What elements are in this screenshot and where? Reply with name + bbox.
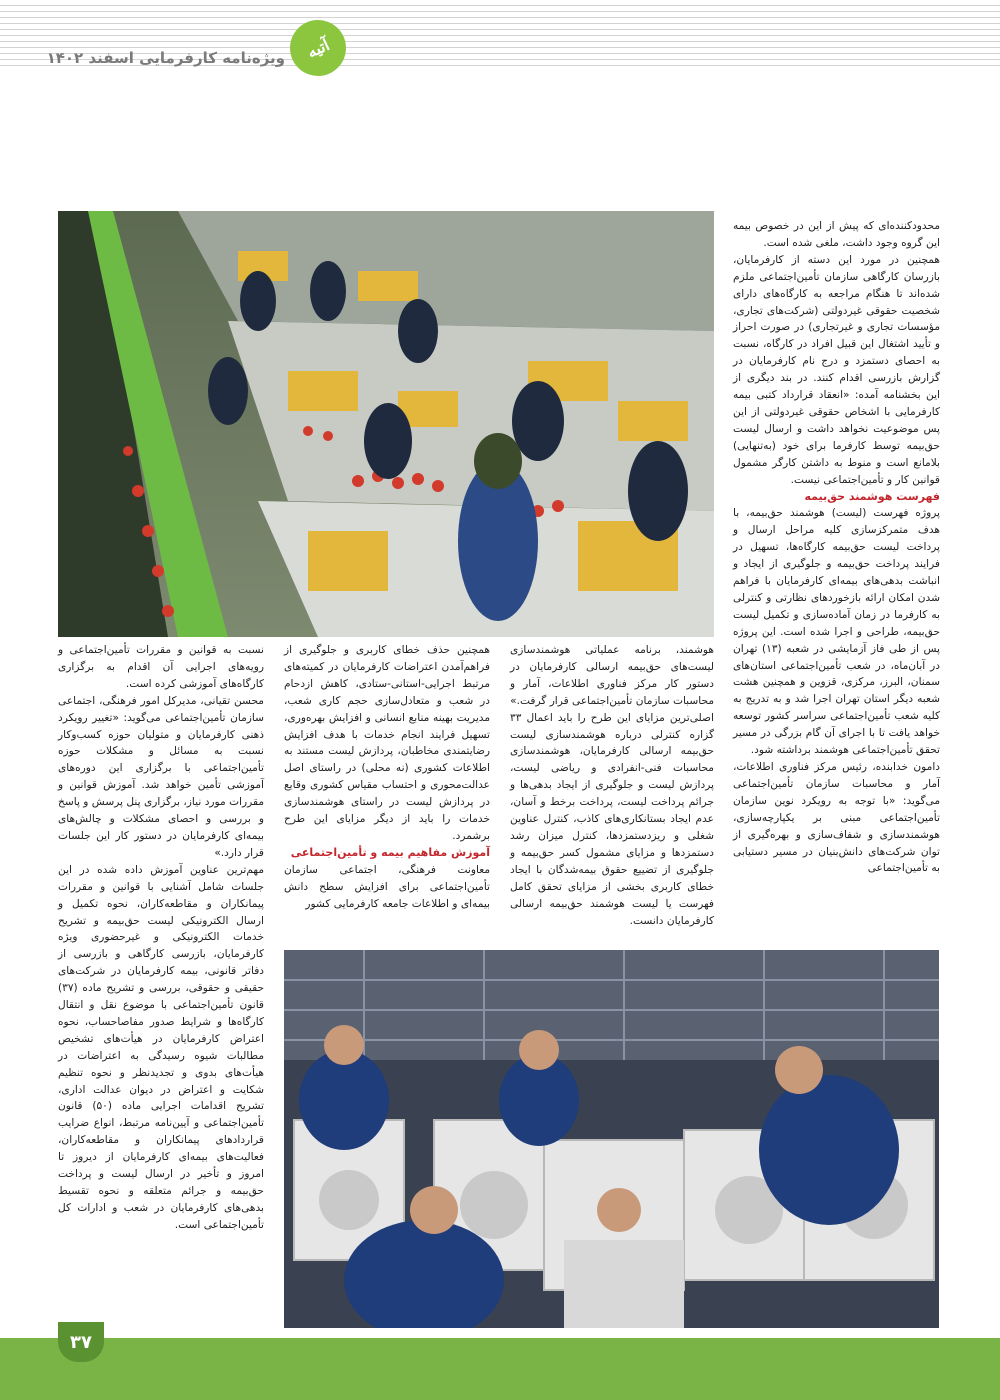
page-number: ۳۷ — [58, 1322, 104, 1362]
col4-paragraph: محسن تقیانی، مدیرکل امور فرهنگی، اجتماعی سازمان تأمین‌اجتماعی می‌گوید: «تغییر رویکرد ذهنی کارفرمایان و متولیان حوزه کسب‌وکار نسبت به مسائل و مشکلات حوزه تأمین‌اجتماعی با برگزاری این دوره‌های آموزشی تأمین خواهد شد. آموزش قوانین و مقررات مورد نیاز، برگزاری پنل پرسش و پاسخ و بررسی و احصای مشکلات و چالش‌های بیمه‌ای کارفرمایان در دستور کار این جلسات قرار دارد.» — [58, 694, 264, 859]
section-heading-smart-list: فهرست هوشمند حق‌بیمه — [804, 489, 940, 503]
magazine-issue-title: ویژه‌نامه کارفرمایی اسفند ۱۴۰۲ — [46, 49, 285, 67]
col3-paragraph: معاونت فرهنگی، اجتماعی سازمان تأمین‌اجتماعی برای افزایش سطح دانش بیمه‌ای و اطلاعات جامعه کارفرمایی کشور — [284, 863, 490, 910]
washing-machine-assembly-photo — [284, 950, 939, 1328]
magazine-logo: آتیه — [281, 11, 355, 85]
col2-paragraph: هوشمند، برنامه عملیاتی هوشمندسازی لیست‌های حق‌بیمه ارسالی کارفرمایان در دستور کار مرکز فناوری اطلاعات، آمار و محاسبات سازمان تأمین‌اجتماعی قرار گرفت.» — [510, 644, 714, 707]
article-column-3 — [284, 642, 490, 913]
article-column-1 — [733, 218, 940, 877]
col4-paragraph: مهم‌ترین عناوین آموزش داده شده در این جلسات شامل آشنایی با قوانین و مقررات پیمانکاران و مقاطعه‌کاران، نحوه تکمیل و ارسال الکترونیکی لیست حق‌بیمه و تشریح خدمات الکترونیکی و غیرحضوری ویژه کارفرمایان، بازرسی کارگاهی و بازرسی از دفاتر قانونی، بیمه کارفرمایان در شرکت‌های حقیقی و حقوقی، بررسی و تشریح ماده (۳۷) قانون تأمین‌اجتماعی با موضوع نقل و انتقال کارگاه‌ها و شرایط صدور مفاصاحساب، نحوه اعتراض کارفرمایان در هیأت‌های تشخیص مطالبات شیوه رسیدگی به اعتراضات در هیأت‌های بدوی و تجدیدنظر و نحوه تنظیم شکایت و اعتراض در دیوان عدالت اداری، تشریح اقدامات اجرایی ماده (۵۰) قانون تأمین‌اجتماعی و آیین‌نامه مرتبط، انواع ضرایب قراردادهای پیمانکاران و مقاطعه‌کاران، فعالیت‌های بیمه‌ای کارفرمایان از دیروز تا امروز و تأخیر در ارسال لیست و پرداخت حق‌بیمه و جرائم متعلقه و نحوه تقسیط بدهی‌های کارفرمایان در شعب و ادارات کل تأمین‌اجتماعی است. — [58, 863, 264, 1231]
footer-bar — [0, 1338, 1000, 1400]
pomegranate-sorting-factory-photo — [58, 211, 714, 637]
article-column-4 — [58, 642, 264, 1234]
col1-paragraph: پروژه فهرست (لیست) هوشمند حق‌بیمه، با هدف متمرکزسازی کلیه مراحل ارسال و پرداخت لیست حق‌بیمه کارگاه‌ها، تسهیل در فرایند پرداخت حق‌بیمه و جلوگیری از ایجاد و انباشت بدهی‌های بیمه‌ای کارفرمایان با فراهم شدن امکان ارائه بازخوردهای نظارتی و کنترلی به کارفرما در زمان آماده‌سازی و تکمیل لیست حق‌بیمه، طراحی و اجرا شده است. این پروژه پس از طی فاز آزمایشی در شعبه (۱۳) تهران در آبان‌ماه، در شعب تأمین‌اجتماعی استان‌های سمنان، البرز، مرکزی، قزوین و همچنین هشت شعبه دیگر استان تهران اجرا شد و به تدریج به کلیه شعب تأمین‌اجتماعی سراسر کشور توسعه خواهد یافت تا با اجرای آن گام بزرگی در مسیر تحقق تأمین‌اجتماعی هوشمند برداشته شود. — [733, 507, 940, 757]
col4-paragraph: نسبت به قوانین و مقررات تأمین‌اجتماعی و رویه‌های اجرایی آن اقدام به برگزاری کارگاه‌های آموزشی کرده است. — [58, 644, 264, 690]
section-heading-insurance-training: آموزش مفاهیم بیمه و تأمین‌اجتماعی — [290, 845, 490, 859]
article-column-2 — [510, 642, 714, 929]
col1-paragraph: همچنین در مورد این دسته از کارفرمایان، بازرسان کارگاهی سازمان تأمین‌اجتماعی ملزم شده‌اند تا هنگام مراجعه به کارگاه‌های دارای شخصیت حقوقی غیردولتی (شرکت‌های تجاری، مؤسسات تجاری و غیرتجاری) در صورت احراز و تأیید اشتغال این قبیل افراد در کارگاه، نسبت به احصای دستمزد و درج نام کارفرمایان در گزارش بازرسی اقدام کنند. در بند دیگری از این بخشنامه آمده: «انعقاد قرارداد کتبی بیمه کارفرمایی با اشخاص حقوقی غیردولتی از این پس موضوعیت نخواهد داشت و ارسال لیست حق‌بیمه توسط کارفرما برای خود (به‌تنهایی) بلامانع است و منوط به داشتن کارگر مشمول قوانین کار و تأمین‌اجتماعی نیست. — [733, 253, 940, 486]
col1-paragraph: دامون خدابنده، رئیس مرکز فناوری اطلاعات، آمار و محاسبات سازمان تأمین‌اجتماعی می‌گوید: «با توجه به رویکرد نوین سازمان تأمین‌اجتماعی مبنی بر یکپارچه‌سازی، هوشمندسازی و شفاف‌سازی و بهره‌گیری از توان شرکت‌های دانش‌بنیان در مسیر دستیابی به تأمین‌اجتماعی — [733, 761, 940, 875]
col3-paragraph: همچنین حذف خطای کاربری و جلوگیری از فراهم‌آمدن اعتراضات کارفرمایان در کمیته‌های مرتبط اجرایی-استانی-ستادی، کاهش ازدحام در شعب و متعادل‌سازی حجم کاری شعب، مدیریت بهینه منابع انسانی و افزایش بهره‌وری، تسهیل فرایند انجام خدمات با هدف افزایش رضایتمندی مخاطبان، پردازش لیست مستند به اطلاعات کشوری (نه محلی) در راستای اصل عدالت‌محوری و احتساب مقیاس کشوری وقایع در پردازش لیست در راستای هوشمندسازی خدمات را باید از دیگر مزایای این طرح برشمرد. — [284, 644, 490, 842]
col1-paragraph: محدودکننده‌ای که پیش از این در خصوص بیمه این گروه وجود داشت، ملغی شده است. — [733, 220, 940, 249]
col2-paragraph: اصلی‌ترین مزایای این طرح را باید اعمال ۳۳ گزاره کنترلی درباره هوشمندسازی لیست حق‌بیمه ارسالی کارفرمایان، هوشمندسازی محاسبات فنی-انفرادی و ریاضی لیست، پردازش لیست و جلوگیری از ایجاد بدهی‌ها و جرائم پرداخت لیست، پرداخت برخط و آسان، عدم ایجاد بستانکاری‌های کاذب، کنترل عناوین شغلی و ریزدستمزدها، کنترل میزان رشد دستمزدها و مزایای مشمول کسر حق‌بیمه و جلوگیری از تضییع حقوق بیمه‌شدگان با ایجاد خطای کاربری بخشی از مزایای تحقق کامل فهرست یا لیست هوشمند حق‌بیمه ارسالی کارفرمایان دانست. — [510, 711, 714, 927]
